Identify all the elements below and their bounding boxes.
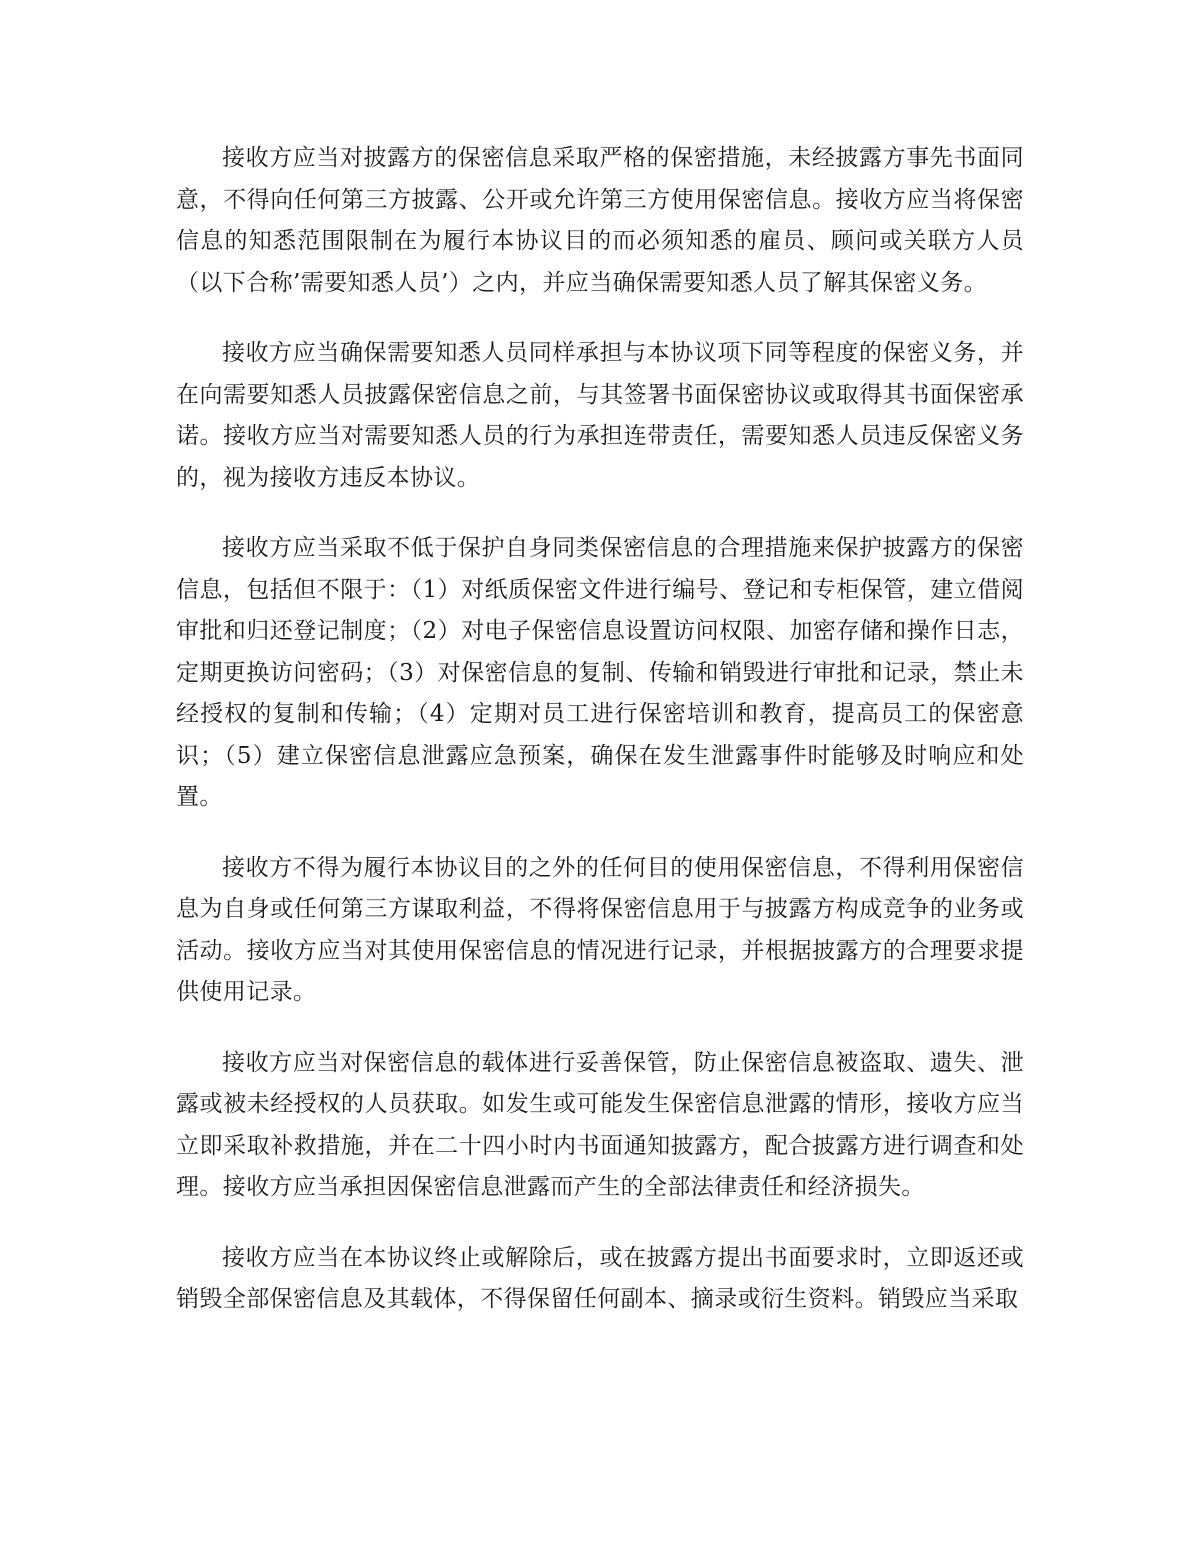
paragraph-1: 接收方应当对披露方的保密信息采取严格的保密措施，未经披露方事先书面同意，不得向任何第三方披露、公开或允许第三方使用保密信息。接收方应当将保密信息的知悉范围限制在为履行本协议目的而必须知悉的雇员、顾问或关联方人员（以下合称’需要知悉人员’）之内，并应当确保需要知悉人员了解其保密义务。	[176, 145, 1024, 296]
paragraph-6: 接收方应当在本协议终止或解除后，或在披露方提出书面要求时，立即返还或销毁全部保密信息及其载体，不得保留任何副本、摘录或衍生资料。销毁应当采取	[176, 1244, 1024, 1312]
paragraph-3: 接收方应当采取不低于保护自身同类保密信息的合理措施来保护披露方的保密信息，包括但不限于：（1）对纸质保密文件进行编号、登记和专柜保管，建立借阅审批和归还登记制度；（2）对电子保密信息设置访问权限、加密存储和操作日志，定期更换访问密码；（3）对保密信息的复制、传输和销毁进行审批和记录，禁止未经授权的复制和传输；（4）定期对员工进行保密培训和教育，提高员工的保密意识；（5）建立保密信息泄露应急预案，确保在发生泄露事件时能够及时响应和处置。	[176, 535, 1024, 810]
paragraph-5: 接收方应当对保密信息的载体进行妥善保管，防止保密信息被盗取、遗失、泄露或被未经授权的人员获取。如发生或可能发生保密信息泄露的情形，接收方应当立即采取补救措施，并在二十四小时内书面通知披露方，配合披露方进行调查和处理。接收方应当承担因保密信息泄露而产生的全部法律责任和经济损失。	[176, 1049, 1024, 1200]
paragraph-2: 接收方应当确保需要知悉人员同样承担与本协议项下同等程度的保密义务，并在向需要知悉人员披露保密信息之前，与其签署书面保密协议或取得其书面保密承诺。接收方应当对需要知悉人员的行为承担连带责任，需要知悉人员违反保密义务的，视为接收方违反本协议。	[176, 340, 1024, 491]
paragraph-4: 接收方不得为履行本协议目的之外的任何目的使用保密信息，不得利用保密信息为自身或任何第三方谋取利益，不得将保密信息用于与披露方构成竞争的业务或活动。接收方应当对其使用保密信息的情况进行记录，并根据披露方的合理要求提供使用记录。	[176, 854, 1024, 1005]
document-body	[176, 138, 1024, 1350]
